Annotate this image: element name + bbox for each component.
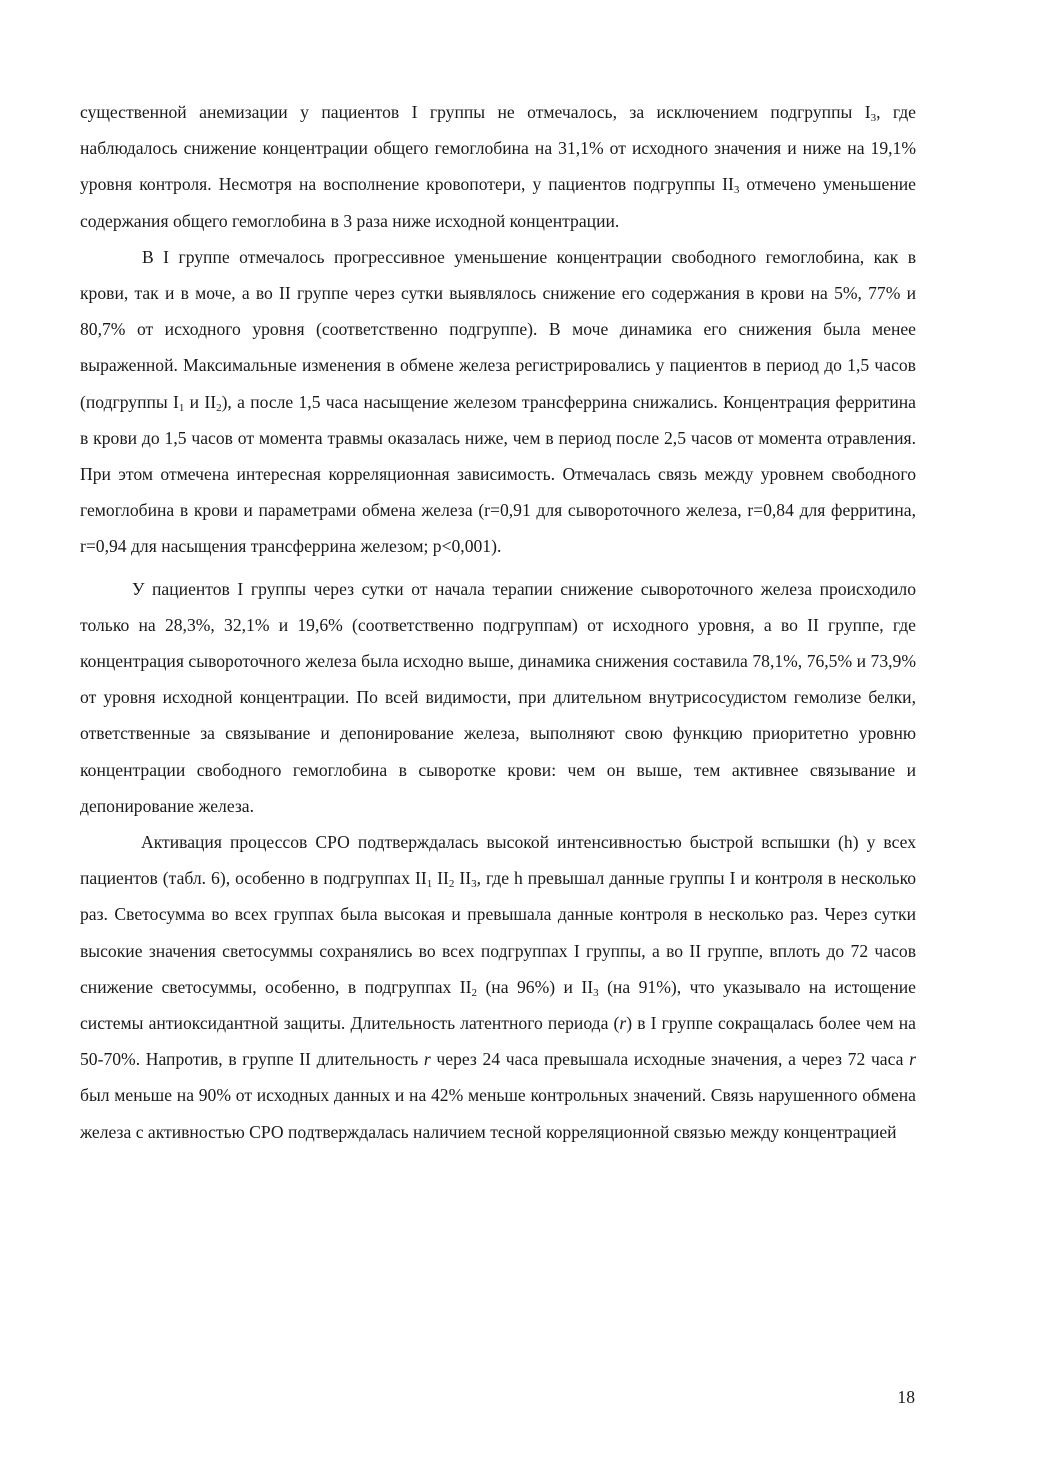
italic-symbol: r [619,1013,627,1034]
italic-symbol: r [423,1049,431,1070]
subscript: 2 [471,986,477,999]
subscript: 2 [448,878,455,891]
document-body [80,94,916,1150]
paragraph-2 [80,239,916,565]
text-run: существенной анемизации у пациентов I группы не отмечалось, за исключением подгруппы I [80,102,871,122]
text-run: У пациентов I группы через сутки от начала терапии снижение сывороточного железа происходило только на 28,3%, 32,1% и 19,6% (соответственно подгруппам) от исходного уровня, а во II группе, где концентрация сывороточного железа была исходно выше, динамика снижения составила 78,1%, 76,5% и 73,9% от уровня исходной концентрации. По всей видимости, при длительном внутрисосудистом гемолизе белки, ответственные за связывание и депонирование железа, выполняют свою функцию приоритетно уровню концентрации свободного гемоглобина в сыворотке крови: чем он выше, тем активнее связывание и депонирование железа. [80,578,916,816]
subscript: 1 [178,401,185,414]
text-run: и II [184,391,217,412]
text-run: ), а после 1,5 часа насыщение железом трансферрина снижались. Концентрация ферритина в крови до 1,5 часов от момента травмы оказалась ниже, чем в период после 2,5 часов от момента отравления. При этом отмечена интересная корреляционная зависимость. Отмечалась связь между уровнем свободного гемоглобина в крови и параметрами обмена железа (r=0,91 для сывороточного железа, r=0,84 для ферритина, r=0,94 для насыщения трансферрина железом; p<0,001). [80,391,916,557]
subscript: 3 [870,112,877,124]
text-run: отмечено уменьшение содержания общего гемоглобина в 3 раза ниже исходной концентрации. [80,174,916,231]
italic-symbol: r [909,1049,916,1070]
text-run: , где h превышал данные группы I и контроля в несколько раз. Светосумма во всех группах была высокая и превышала данные контроля в несколько раз. Через сутки высокие значения светосуммы сохранялись во всех подгруппах I группы, а во II группе, вплоть до 72 часов снижение светосуммы, особенно, в подгруппах II [80,868,917,997]
text-run: ) в I группе сокращалась более чем на 50-70%. Напротив, в группе II длительность [80,1013,916,1070]
page-number: 18 [897,1387,915,1407]
text-run: был меньше на 90% от исходных данных и на 42% меньше контрольных значений. Связь нарушенного обмена железа с активностью СРО подтверждалась наличием тесной корреляционной связью между концентрацией [80,1085,916,1142]
text-run: (на 91%), что указывало на истощение системы антиоксидантной защиты. Длительность латентного периода ( [80,976,916,1034]
text-run: II [454,868,472,889]
paragraph-3 [80,571,916,824]
text-run: через 24 часа превышала исходные значения, а через 72 часа [430,1049,910,1070]
subscript: 3 [593,986,599,999]
text-run: , где наблюдалось снижение концентрации общего гемоглобина на 31,1% от исходного значения и ниже на 19,1% уровня контроля. Несмотря на восполнение кровопотери, у пациентов подгруппы II [80,102,916,195]
subscript: 1 [426,878,433,891]
text-run: Активация процессов СРО подтверждалась высокой интенсивностью быстрой вспышки (h) у всех пациентов (табл. 6), особенно в подгруппах II [80,832,916,889]
subscript: 2 [216,401,222,414]
text-run: (на 96%) и II [477,976,594,997]
text-run: В I группе отмечалось прогрессивное уменьшение концентрации свободного гемоглобина, как в крови, так и в моче, а во II группе через сутки выявлялось снижение его содержания в крови на 5%, 77% и 80,7% от исходного уровня (соответственно подгруппе). В моче динамика его снижения была менее выраженной. Максимальные изменения в обмене железа регистрировались у пациентов в период до 1,5 часов (подгруппы I [80,246,916,412]
subscript: 3 [733,184,740,197]
text-run: II [432,868,449,889]
paragraph-1 [80,94,916,239]
paragraph-4 [80,824,916,1150]
subscript: 3 [471,878,477,891]
